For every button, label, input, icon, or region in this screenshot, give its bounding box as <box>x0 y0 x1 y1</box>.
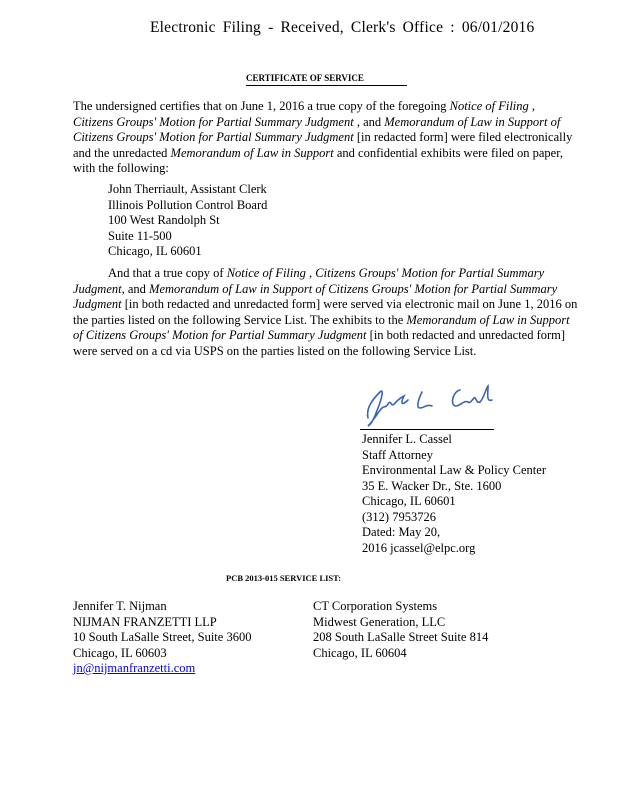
address-line: Illinois Pollution Control Board <box>108 197 268 212</box>
party-city: Chicago, IL 60603 <box>73 645 167 660</box>
address-line: Chicago, IL 60601 <box>108 244 202 258</box>
signer-email-line: 2016 jcassel@elpc.org <box>362 540 476 555</box>
signer-city: Chicago, IL 60601 <box>362 494 456 508</box>
certificate-title-underline <box>246 85 407 86</box>
signature-line <box>360 429 494 430</box>
party-email-link[interactable]: jn@nijmanfranzetti.com <box>73 661 196 675</box>
signer-name: Jennifer L. Cassel <box>362 432 452 446</box>
party-street: 208 South LaSalle Street Suite 814 <box>313 630 489 644</box>
signature-block <box>362 432 546 556</box>
party-name: CT Corporation Systems <box>313 599 438 613</box>
signer-phone: (312) 7953726 <box>362 509 436 524</box>
clerk-address-block <box>108 182 267 260</box>
party-street: 10 South LaSalle Street, Suite 3600 <box>73 630 252 644</box>
handwritten-signature <box>360 378 500 430</box>
certificate-paragraph-2: And that a true copy of Notice of Filing , Citizens Groups' Motion for Partial Summary Judgment, and Memorandum of Law in Support of Citizens Groups' Motion for Partial Summary Judgment [in both redacted and unredacted form] were served via electronic mail on June 1, 2016 on the parties listed on the following Service List. The exhibits to the Memorandum of Law in Support of Citizens Groups' Motion for Partial Summary Judgment [in both redacted and unredacted form] were served on a cd via USPS on the parties listed on the following Service List. <box>73 266 578 358</box>
signer-title: Staff Attorney <box>362 447 433 462</box>
signed-date: Dated: May 20, <box>362 525 441 539</box>
party-city: Chicago, IL 60604 <box>313 645 407 660</box>
address-line: 100 West Randolph St <box>108 213 220 227</box>
party-company: Midwest Generation, LLC <box>313 614 446 629</box>
party-firm: NIJMAN FRANZETTI LLP <box>73 614 217 629</box>
service-list-title: PCB 2013-015 SERVICE LIST: <box>226 573 342 583</box>
service-list-right-party <box>313 599 488 661</box>
signer-organization: Environmental Law & Policy Center <box>362 463 546 477</box>
service-list-left-party <box>73 599 251 677</box>
party-name: Jennifer T. Nijman <box>73 599 167 613</box>
address-line: Suite 11-500 <box>108 228 172 243</box>
certificate-title: CERTIFICATE OF SERVICE <box>246 73 364 83</box>
signer-street: 35 E. Wacker Dr., Ste. 1600 <box>362 478 502 493</box>
filing-header: Electronic Filing - Received, Clerk's Office : 06/01/2016 <box>150 19 535 36</box>
address-line: John Therriault, Assistant Clerk <box>108 182 267 196</box>
certificate-paragraph-1: The undersigned certifies that on June 1, 2016 a true copy of the foregoing Notice of Filing , Citizens Groups' Motion for Partial Summary Judgment , and Memorandum of Law in Support of Citizens Groups' Motion for Partial Summary Judgment [in redacted form] were filed electronically and the unredacted Memorandum of Law in Support and confidential exhibits were filed on paper, with the following: <box>73 99 573 176</box>
